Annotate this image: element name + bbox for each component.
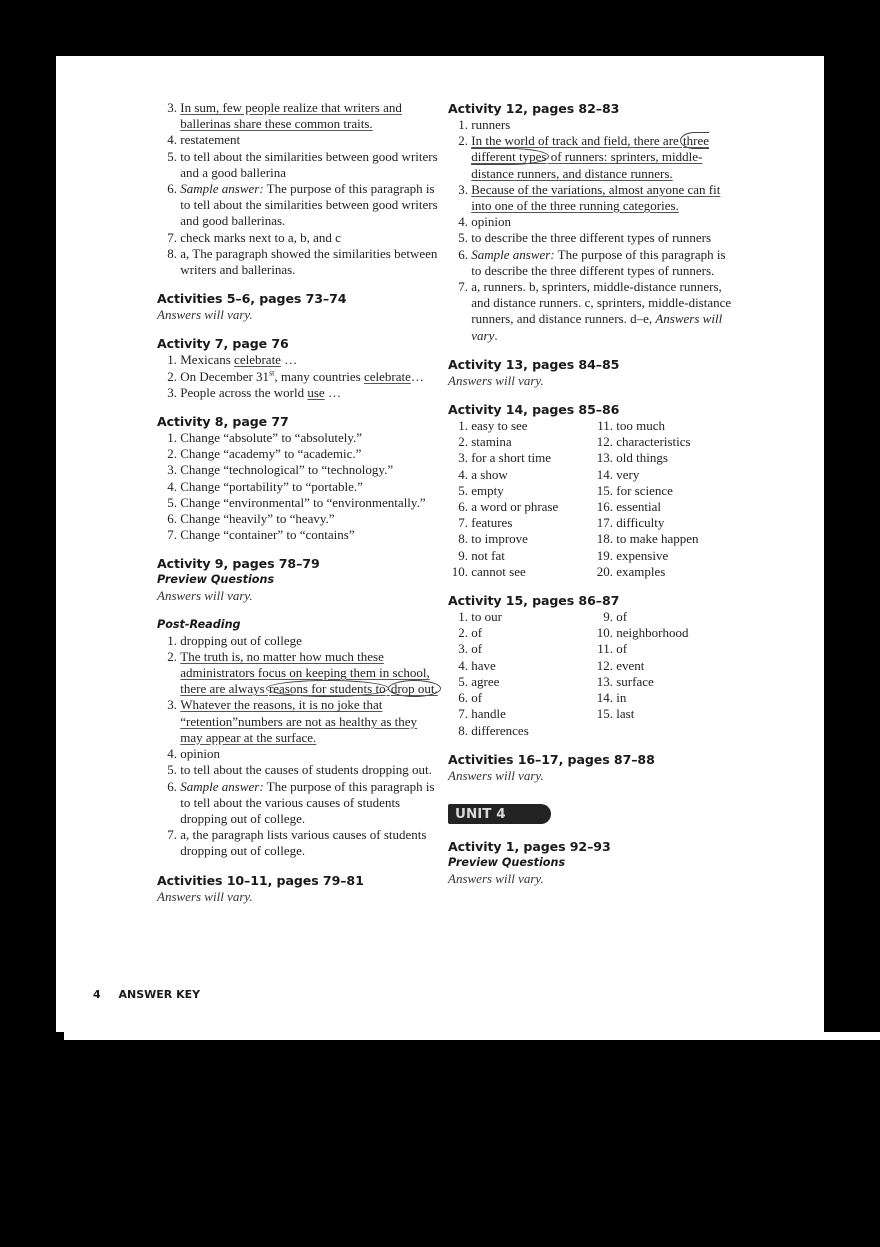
list-item: 14. very: [596, 466, 640, 482]
sample-answer-label: Sample answer:: [180, 181, 264, 197]
section-heading: Activity 1, pages 92–93: [448, 838, 611, 854]
section-heading: Activity 8, page 77: [157, 414, 289, 430]
answers-vary-note: Answers will vary.: [448, 372, 544, 388]
list-item: 1. dropping out of college: [167, 632, 302, 648]
list-item: 8. to improve: [458, 531, 528, 547]
list-item: 7. a, runners. b, sprinters, middle-distance runners, and distance runners. c, sprinters, middle-distance runners, and distance runners. d–e, Answers will vary.: [458, 279, 732, 343]
list-item: 17. difficulty: [596, 515, 665, 531]
list-item: 2. of: [458, 625, 483, 641]
list-item: 11. too much: [597, 418, 665, 434]
list-item: 13. surface: [596, 673, 654, 689]
list-item: 1. runners: [458, 117, 511, 132]
list-item: 3. Whatever the reasons, it is no joke that “retention”numbers are not as healthy as they may appear at the surface.: [157, 697, 442, 746]
page-sheet-edge: [64, 1032, 880, 1040]
list-item: 8. a, The paragraph showed the similarities between writers and ballerinas.: [167, 245, 438, 278]
list-item: 3. Because of the variations, almost anyone can fit into one of the three running categories.: [448, 182, 738, 214]
sample-answer-label: Sample answer:: [471, 246, 555, 262]
list-item: 5. to describe the three different types of runners: [458, 230, 712, 246]
list-item: 7. a, the paragraph lists various causes of students dropping out of college.: [167, 827, 427, 859]
answers-vary-note: Answers will vary.: [157, 588, 253, 604]
list-item: 16. essential: [596, 499, 662, 515]
section-heading: Activity 15, pages 86–87: [448, 593, 620, 609]
list-item: 6. Sample answer: The purpose of this paragraph is to describe the three different types of runners.: [458, 246, 726, 278]
section-heading: Activity 12, pages 82–83: [448, 101, 620, 116]
list-item: 7. features: [458, 515, 513, 531]
list-item: 10. cannot see: [451, 563, 526, 579]
page-number: 4: [93, 988, 101, 1001]
list-item: 19. expensive: [596, 547, 669, 563]
list-item: 12. event: [596, 657, 645, 673]
list-item: 2. On December 31st, many countries celebrate…: [167, 368, 424, 384]
list-item: 5. empty: [458, 482, 504, 498]
list-item: 7. check marks next to a, b, and c: [167, 229, 341, 245]
footer-label: ANSWER KEY: [118, 988, 201, 1001]
list-item: 13. old things: [596, 450, 668, 466]
list-item: 4. restatement: [167, 132, 241, 148]
section-heading: Activities 16–17, pages 87–88: [448, 751, 655, 767]
list-item: 7. handle: [458, 706, 506, 722]
subheading-preview: Preview Questions: [157, 573, 275, 587]
list-item: 6. Sample answer: The purpose of this paragraph is to tell about the similarities between good writers and good ballerinas.: [167, 181, 438, 229]
list-item: 4. have: [458, 657, 496, 673]
section-heading: Activities 5–6, pages 73–74: [157, 291, 347, 307]
list-item: 2. stamina: [458, 434, 512, 450]
section-heading: Activity 7, page 76: [157, 336, 289, 352]
section-heading: Activities 10–11, pages 79–81: [157, 872, 364, 888]
list-item: 1. to our: [458, 609, 502, 625]
list-item: 6. a word or phrase: [458, 499, 559, 515]
list-item: 6. of: [458, 690, 483, 706]
page-footer: [93, 988, 200, 1001]
left-column: [157, 100, 442, 905]
answers-vary-note: Answers will vary.: [448, 870, 544, 886]
list-item: 18. to make happen: [596, 531, 699, 547]
section-heading: Activity 14, pages 85–86: [448, 402, 620, 418]
list-item: 2. The truth is, no matter how much these administrators focus on keeping them in school, there are always reasons for students to drop out.: [157, 649, 442, 698]
circled-phrase: three different types: [471, 133, 710, 165]
list-item: 1. Mexicans celebrate …: [167, 352, 298, 368]
list-item: 9. not fat: [458, 547, 505, 563]
activity-9-list: [157, 633, 442, 860]
list-item: 12. characteristics: [596, 434, 691, 450]
activity-14-grid: [448, 418, 738, 580]
activity-7-list: [157, 352, 442, 401]
list-item: 5. Change “environmental” to “environmentally.”: [167, 494, 426, 510]
list-item: 3. People across the world use …: [167, 384, 341, 400]
list-item: 4. opinion: [458, 214, 511, 230]
list-item: 9. of: [603, 609, 628, 625]
list-item: [593, 723, 738, 739]
sample-answer-label: Sample answer:: [180, 778, 264, 794]
unit-badge: UNIT 4: [448, 804, 551, 824]
underlined-answer: Whatever the reasons, it is no joke that “retention”numbers are not as healthy as they may appear at the surface.: [180, 697, 418, 745]
intro-answer-list: [157, 100, 442, 278]
list-item: 20. examples: [596, 563, 666, 579]
right-column: [448, 100, 738, 887]
underlined-answer: In sum, few people realize that writers and ballerinas share these common traits.: [180, 100, 402, 132]
circled-phrase: drop out.: [388, 680, 441, 697]
answers-vary-note: Answers will vary.: [448, 767, 544, 783]
list-item: 5. agree: [458, 673, 500, 689]
list-item: 4. opinion: [167, 746, 220, 762]
list-item: 5. to tell about the similarities between good writers and a good ballerina: [167, 148, 438, 180]
list-item: 3. In sum, few people realize that writers and ballerinas share these common traits.: [157, 100, 442, 132]
list-item: 4. Change “portability” to “portable.”: [167, 478, 363, 494]
activity-12-list: [448, 117, 738, 344]
list-item: 3. for a short time: [458, 450, 552, 466]
list-item: 15. for science: [596, 482, 673, 498]
list-item: 15. last: [596, 706, 635, 722]
list-item: 14. in: [596, 690, 627, 706]
answers-vary-note: Answers will vary.: [157, 307, 253, 323]
list-item: 7. Change “container” to “contains”: [167, 527, 355, 543]
underlined-answer: Because of the variations, almost anyone can fit into one of the three running categories.: [471, 181, 721, 214]
list-item: 1. easy to see: [458, 418, 528, 434]
activity-15-grid: [448, 609, 738, 739]
subheading-preview: Preview Questions: [448, 855, 566, 869]
list-item: 5. to tell about the causes of students dropping out.: [167, 762, 432, 778]
list-item: 2. In the world of track and field, there are three different types of runners: sprinters, middle-distance runners, and distance runners.: [458, 133, 710, 181]
section-heading: Activity 9, pages 78–79: [157, 556, 320, 572]
list-item: 3. of: [458, 641, 483, 657]
list-item: 6. Change “heavily” to “heavy.”: [167, 511, 335, 527]
list-item: 11. of: [597, 641, 628, 657]
list-item: 8. differences: [458, 722, 529, 738]
circled-phrase: reasons for students to: [266, 680, 389, 697]
answers-vary-note: Answers will vary.: [157, 888, 253, 904]
list-item: 1. Change “absolute” to “absolutely.”: [167, 430, 363, 446]
list-item: 10. neighborhood: [596, 625, 689, 641]
list-item: 3. Change “technological” to “technology.”: [167, 462, 394, 478]
activity-8-list: [157, 430, 442, 543]
subheading-post-reading: Post-Reading: [157, 617, 241, 631]
section-heading: Activity 13, pages 84–85: [448, 356, 620, 372]
list-item: 4. a show: [458, 466, 508, 482]
list-item: 2. Change “academy” to “academic.”: [167, 446, 362, 462]
list-item: 6. Sample answer: The purpose of this paragraph is to tell about the various causes of students dropping out of college.: [167, 778, 435, 826]
